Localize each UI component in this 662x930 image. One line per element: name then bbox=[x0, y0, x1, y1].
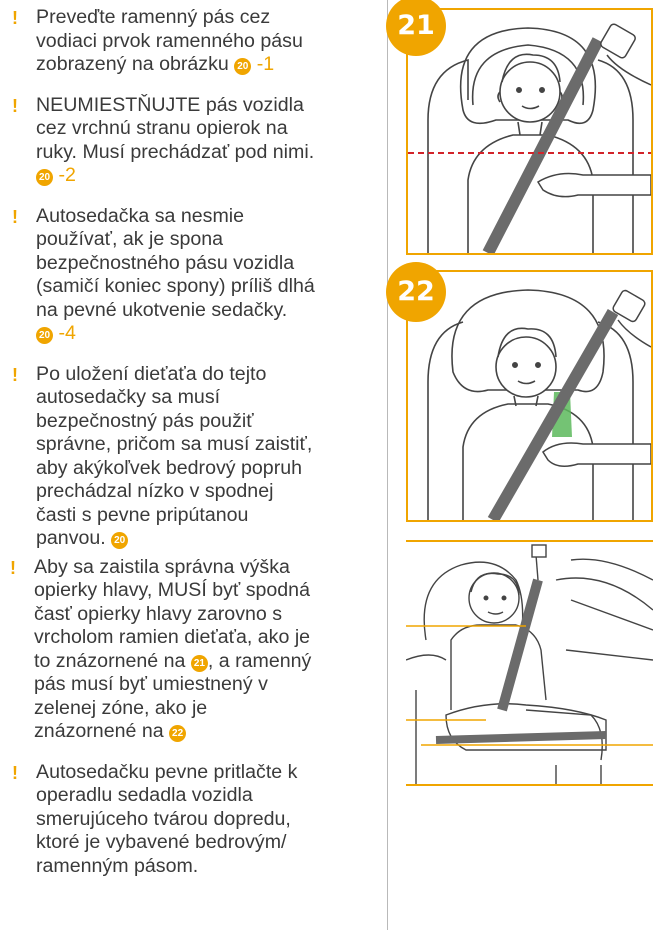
vehicle-seat-illustration bbox=[406, 540, 653, 786]
figure-21-panel bbox=[406, 8, 653, 255]
text-line: (samičí koniec spony) príliš dlhá bbox=[36, 275, 315, 297]
exclamation-icon: ! bbox=[12, 95, 18, 116]
figure-ref-circle: 22 bbox=[169, 725, 186, 742]
exclamation-icon: ! bbox=[12, 8, 18, 28]
text-line: vodiaci prvok ramenného pásu bbox=[36, 29, 303, 52]
text-line: ramenným pásom. bbox=[36, 854, 199, 877]
text-line: znázornené na 22 bbox=[34, 720, 368, 744]
figure-ref-circle: 21 bbox=[191, 655, 208, 672]
instruction-item-6 bbox=[0, 761, 368, 879]
text-line: smerujúceho tvárou dopredu, bbox=[36, 807, 291, 830]
text-line: to znázornené na 21 , a ramenný bbox=[34, 649, 312, 672]
exclamation-icon: ! bbox=[12, 762, 18, 783]
text-line: opierky hlavy, MUSÍ byť spodná bbox=[34, 579, 310, 601]
text-line: 20 -4 bbox=[36, 322, 368, 346]
text-line: používať, ak je spona bbox=[36, 228, 224, 250]
instruction-list bbox=[0, 6, 368, 878]
text-line: NEUMIESTŇUJTE pás vozidla bbox=[36, 93, 304, 116]
instruction-item-3 bbox=[0, 205, 368, 346]
figure-22-panel bbox=[406, 270, 653, 522]
panel-top-rule bbox=[406, 540, 653, 542]
text-line: operadlu sedadla vozidla bbox=[36, 784, 253, 806]
text-line: časti s pevne pripútanou bbox=[36, 503, 249, 526]
figure-ref-circle: 20 bbox=[234, 58, 251, 75]
instruction-item-1 bbox=[0, 6, 368, 77]
figure-22-badge: 22 bbox=[386, 262, 446, 322]
figure-ref-circle: 20 bbox=[111, 532, 128, 549]
text-line: 20 -2 bbox=[36, 164, 368, 188]
text-line: časť opierky hlavy zarovno s bbox=[34, 602, 283, 625]
text-line: Preveďte ramenný pás cez bbox=[36, 6, 271, 28]
text-line: zobrazený na obrázku 20 -1 bbox=[36, 53, 275, 75]
panel-bottom-rule bbox=[406, 784, 653, 786]
text-line: ruky. Musí prechádzať pod nimi. bbox=[36, 140, 315, 163]
text-line: Autosedačka sa nesmie bbox=[36, 204, 245, 227]
text-line: panvou. 20 bbox=[36, 527, 368, 551]
text-line: zelenej zóne, ako je bbox=[34, 696, 208, 719]
text-line: autosedačky sa musí bbox=[36, 386, 221, 408]
text-line: Autosedačku pevne pritlačte k bbox=[36, 760, 298, 783]
child-seat-illustration-21 bbox=[408, 10, 651, 253]
text-line: aby akýkoľvek bedrový popruh bbox=[36, 456, 303, 479]
text-line: prechádzal nízko v spodnej bbox=[36, 480, 274, 502]
instruction-item-2 bbox=[0, 94, 368, 188]
figure-ref-circle: 20 bbox=[36, 327, 53, 344]
text-line: Aby sa zaistila správna výška bbox=[34, 555, 290, 578]
text-line: ktoré je vybavené bedrovým/ bbox=[36, 831, 287, 853]
figure-ref-circle: 20 bbox=[36, 169, 53, 186]
text-line: na pevné ukotvenie sedačky. bbox=[36, 298, 288, 321]
text-line: bezpečnostného pásu vozidla bbox=[36, 251, 295, 274]
text-line: bezpečnostný pás použiť bbox=[36, 409, 254, 432]
text-line: vrcholom ramien dieťaťa, ako je bbox=[34, 626, 311, 648]
exclamation-icon: ! bbox=[12, 364, 18, 385]
text-line: pás musí byť umiestnený v bbox=[34, 673, 268, 695]
instruction-item-5 bbox=[0, 556, 368, 744]
figure-vehicle-panel bbox=[406, 540, 653, 786]
column-divider bbox=[387, 0, 388, 930]
text-line: cez vrchnú stranu opierok na bbox=[36, 117, 288, 139]
instruction-item-4 bbox=[0, 363, 368, 551]
figure-21-badge: 21 bbox=[386, 0, 446, 56]
exclamation-icon: ! bbox=[12, 206, 18, 227]
exclamation-icon: ! bbox=[10, 557, 16, 578]
text-line: Po uložení dieťaťa do tejto bbox=[36, 362, 267, 385]
child-seat-illustration-22 bbox=[408, 272, 651, 520]
text-line: správne, pričom sa musí zaistiť, bbox=[36, 433, 313, 455]
